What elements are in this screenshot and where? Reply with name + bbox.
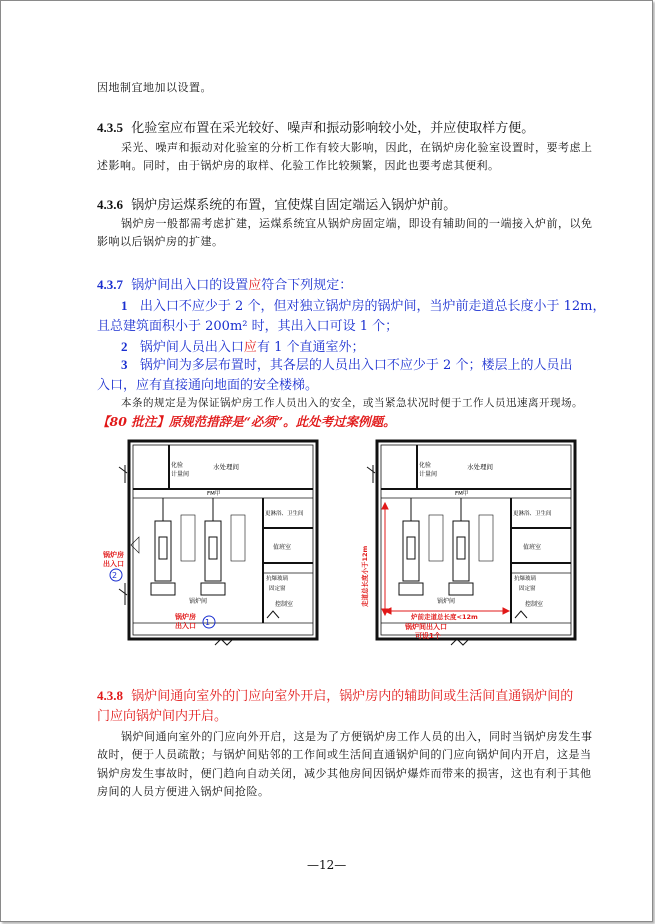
svg-text:控制室: 控制室 xyxy=(525,601,544,608)
svg-text:化验: 化验 xyxy=(419,462,432,469)
item-text: 有 1 个直通室外； xyxy=(256,340,365,355)
svg-text:2: 2 xyxy=(112,571,118,580)
svg-text:值班室: 值班室 xyxy=(523,544,542,551)
commentary-line: 采光、噪声和振动对化验室的分析工作有较大影响，因此，在锅炉房化验室设置时，要考虑上 xyxy=(121,141,593,154)
commentary-line: 锅炉间通向室外的门应向外开启，这是为了方便锅炉房工作人员的出入，同时当锅炉房发生事 xyxy=(121,730,593,743)
svg-text:出入口: 出入口 xyxy=(175,622,196,630)
clause-number: 4.3.8 xyxy=(97,688,123,703)
svg-text:更淋浴、卫生间: 更淋浴、卫生间 xyxy=(265,511,304,517)
commentary-line: 本条的规定是为保证锅炉房工作人员出入的安全，或当紧急状况时便于工作人员迅速离开现场。 xyxy=(121,397,583,409)
svg-text:水处理间: 水处理间 xyxy=(467,463,493,471)
clause-number: 4.3.7 xyxy=(97,277,123,292)
commentary-line: 锅炉房一般都需考虑扩建，运煤系统宜从锅炉房固定端，即设有辅助间的一端接入炉前，以免 xyxy=(121,217,593,230)
commentary-line: 述影响。同时，由于锅炉房的取样、化验工作比较频繁，因此也要考虑其便利。 xyxy=(97,159,500,172)
clause-item-1-cont: 且总建筑面积小于 200m² 时，其出入口可设 1 个； xyxy=(97,319,399,334)
svg-text:锅炉间: 锅炉间 xyxy=(437,598,456,605)
clause-4-3-7 xyxy=(97,274,352,293)
svg-text:锅炉房: 锅炉房 xyxy=(175,613,196,621)
clause-4-3-8-cont: 门应向锅炉间内开启。 xyxy=(97,709,228,724)
page-number: —12— xyxy=(307,858,347,872)
svg-text:计量间: 计量间 xyxy=(171,471,190,478)
svg-text:FM甲: FM甲 xyxy=(455,491,469,497)
commentary-line: 故时，便于人员疏散；与锅炉间贴邻的工作间或生活间直通锅炉间的门应向锅炉间内开启，这是当 xyxy=(97,748,592,761)
svg-text:固定窗: 固定窗 xyxy=(269,586,286,592)
clause-4-3-6 xyxy=(97,194,456,213)
annotation-note: 【80 批注】原规范措辞是“必须”。此处考过案例题。 xyxy=(97,414,396,429)
clause-text: 锅炉间通向室外的门应向室外开启，锅炉房内的辅助间或生活间直通锅炉间的 xyxy=(131,689,574,704)
clause-item-3 xyxy=(121,354,572,373)
svg-text:可设1个: 可设1个 xyxy=(415,632,441,640)
item-number: 1 xyxy=(121,298,128,313)
svg-text:化验: 化验 xyxy=(171,462,184,469)
clause-text: 锅炉房运煤系统的布置，宜使煤自固定端运入锅炉炉前。 xyxy=(131,198,457,213)
svg-text:出入口: 出入口 xyxy=(103,560,124,568)
svg-text:计量间: 计量间 xyxy=(419,471,438,478)
clause-item-2 xyxy=(121,336,364,355)
svg-text:锅炉间: 锅炉间 xyxy=(189,598,208,605)
svg-text:1: 1 xyxy=(205,618,211,627)
commentary-line: 锅炉房发生事故时，便门趋向自动关闭，减少其他房间因锅炉爆炸而带来的损害，这也有利于其他 xyxy=(97,767,592,780)
svg-text:水处理间: 水处理间 xyxy=(213,463,239,471)
floor-plan-left xyxy=(97,433,329,663)
item-text: 锅炉间为多层布置时，其各层的人员出入口不应少于 2 个；楼层上的人员出 xyxy=(139,358,573,373)
svg-text:更淋浴、卫生间: 更淋浴、卫生间 xyxy=(513,511,552,517)
clause-number: 4.3.5 xyxy=(97,120,123,135)
clause-text: 符合下列规定： xyxy=(261,278,353,293)
floor-plan-right xyxy=(351,433,591,663)
svg-text:锅炉房: 锅炉房 xyxy=(103,551,124,559)
item-number: 2 xyxy=(121,339,128,354)
svg-text:抗爆玻璃: 抗爆玻璃 xyxy=(514,576,537,582)
svg-text:抗爆玻璃: 抗爆玻璃 xyxy=(266,576,289,582)
highlight-word: 应 xyxy=(248,278,262,293)
svg-text:锅炉间出入口: 锅炉间出入口 xyxy=(405,623,447,631)
clause-item-1 xyxy=(121,295,605,314)
commentary-line: 影响以后锅炉房的扩建。 xyxy=(97,235,224,248)
svg-text:炉前走道总长度<12m: 炉前走道总长度<12m xyxy=(411,613,478,621)
item-text: 出入口不应少于 2 个，但对独立锅炉房的锅炉间，当炉前走道总长度小于 12m， xyxy=(139,299,606,314)
item-number: 3 xyxy=(121,357,128,372)
clause-text: 锅炉间出入口的设置 xyxy=(131,278,249,293)
highlight-word: 应 xyxy=(243,340,257,355)
item-text: 锅炉间人员出入口 xyxy=(139,340,244,355)
svg-text:控制室: 控制室 xyxy=(275,601,294,608)
svg-text:固定窗: 固定窗 xyxy=(519,586,536,592)
clause-number: 4.3.6 xyxy=(97,197,123,212)
clause-item-3-cont: 入口，应有直接通向地面的安全楼梯。 xyxy=(97,378,319,393)
paragraph-continuation: 因地制宜地加以设置。 xyxy=(97,81,212,94)
clause-4-3-5 xyxy=(97,117,534,136)
svg-text:走道总长度小于12m: 走道总长度小于12m xyxy=(361,545,369,607)
commentary-line: 房间的人员方便进入锅炉间抢险。 xyxy=(97,785,270,798)
clause-text: 化验室应布置在采光较好、噪声和振动影响较小处，并应使取样方便。 xyxy=(131,121,535,136)
svg-text:值班室: 值班室 xyxy=(273,544,292,551)
clause-4-3-8 xyxy=(97,685,573,704)
svg-text:FM甲: FM甲 xyxy=(207,491,221,497)
